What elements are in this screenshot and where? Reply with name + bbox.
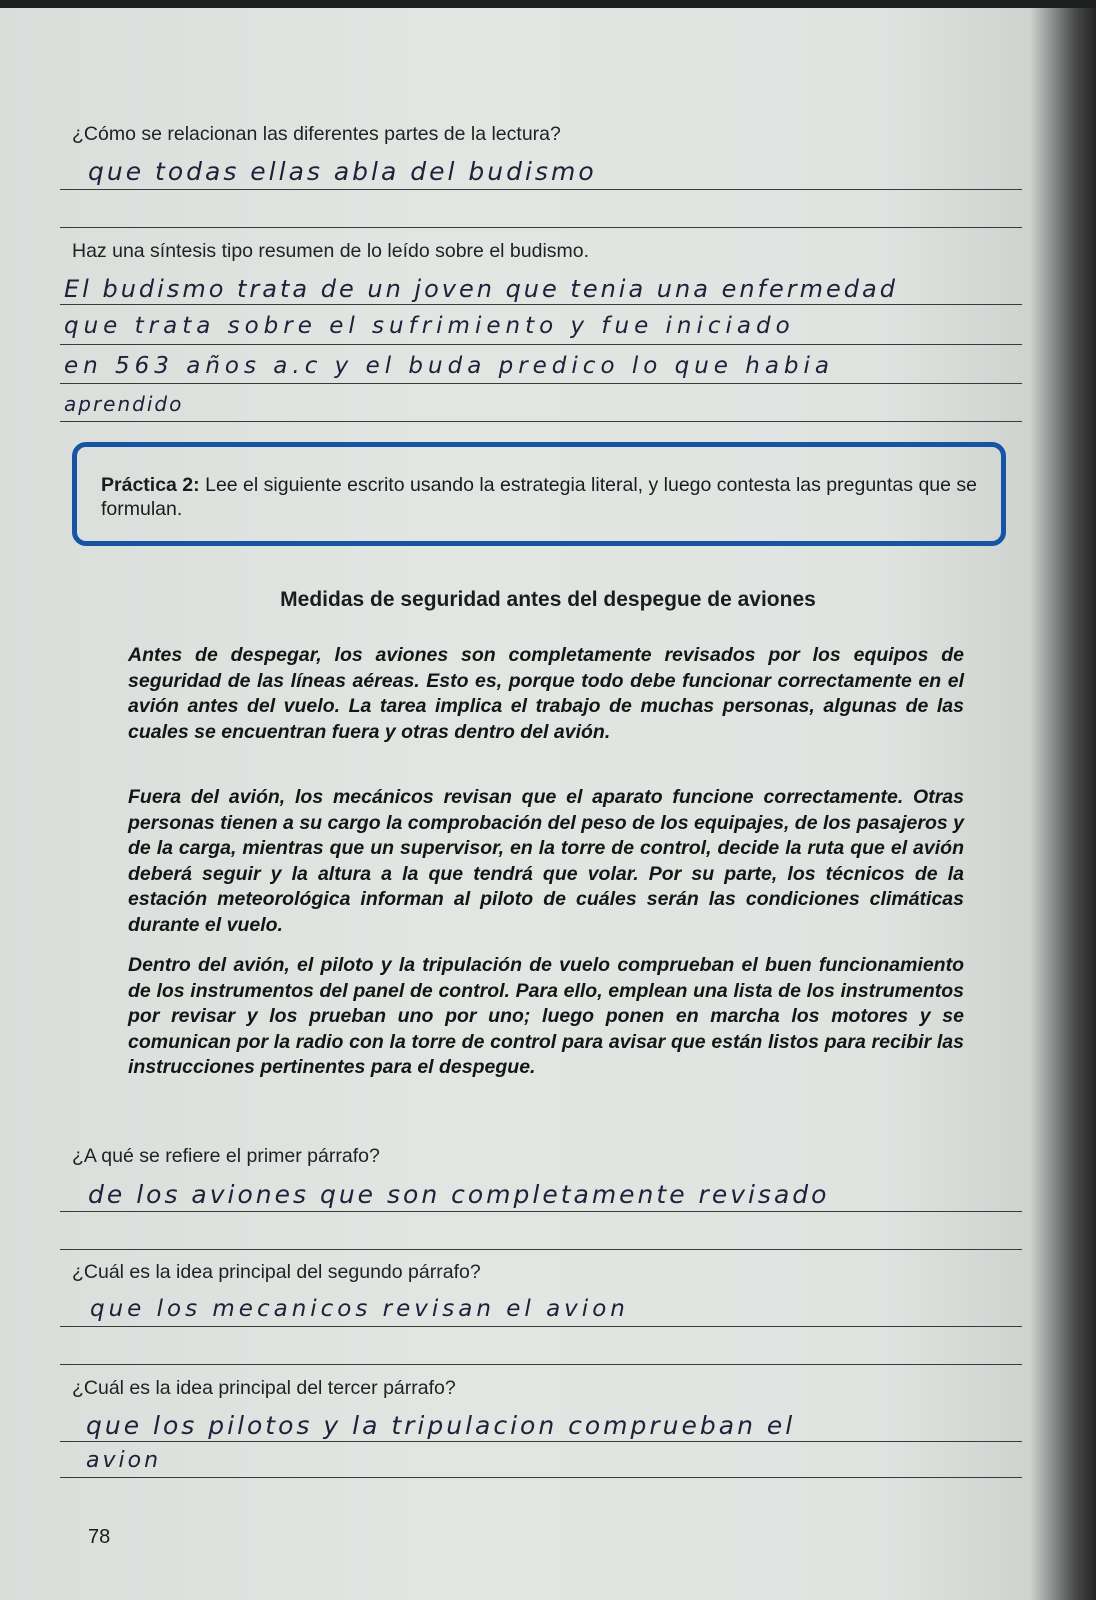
answer-rule xyxy=(60,1249,1022,1250)
answer-2-line-1: El budismo trata de un joven que tenia una enfermedad xyxy=(64,275,898,303)
answer-2-line-3: en 563 años a.c y el buda predico lo que habia xyxy=(64,353,834,379)
answer-rule xyxy=(60,227,1022,228)
question-4: ¿Cuál es la idea principal del segundo párrafo? xyxy=(72,1261,481,1283)
answer-rule xyxy=(60,1364,1022,1365)
answer-rule xyxy=(60,1477,1022,1478)
practice-label: Práctica 2: xyxy=(101,474,200,496)
question-5: ¿Cuál es la idea principal del tercer párrafo? xyxy=(72,1377,456,1399)
answer-rule xyxy=(60,1441,1022,1442)
answer-rule xyxy=(60,189,1022,190)
answer-rule xyxy=(60,383,1022,384)
practice-text: Lee el siguiente escrito usando la estrategia literal, y luego contesta las preguntas que se formulan. xyxy=(101,474,977,520)
answer-rule xyxy=(60,1211,1022,1212)
answer-3-line-1: de los aviones que son completamente revisado xyxy=(88,1180,830,1209)
answer-2-line-2: que trata sobre el sufrimiento y fue iniciado xyxy=(64,313,795,339)
practice-box xyxy=(72,442,1006,546)
reading-paragraph-2: Fuera del avión, los mecánicos revisan que el aparato funcione correctamente. Otras personas tienen a su cargo la comprobación del peso de los equipajes, de los pasajeros y de la carga, mientras que un supervisor, en la torre de control, decide la ruta que el avión deberá seguir y la altura a la que tendrá que volar. Por su parte, los técnicos de la estación meteorológica informan al piloto de cuáles serán las condiciones climáticas durante el vuelo. xyxy=(128,786,964,936)
practice-instructions xyxy=(101,473,977,521)
answer-rule xyxy=(60,421,1022,422)
reading-paragraph-3: Dentro del avión, el piloto y la tripulación de vuelo comprueban el buen funcionamiento de los instrumentos del panel de control. Para ello, emplean una lista de los instrumentos por revisar y los prueban uno por uno; luego ponen en marcha los motores y se comunican por la radio con la torre de control para avisar que están listos para recibir las instrucciones pertinentes para el despegue. xyxy=(128,954,964,1078)
answer-1-line-1: que todas ellas abla del budismo xyxy=(88,157,597,186)
answer-2-line-4: aprendido xyxy=(64,392,184,416)
page-top-edge xyxy=(0,0,1096,8)
reading-paragraph-1: Antes de despegar, los aviones son completamente revisados por los equipos de seguridad de las líneas aéreas. Esto es, porque todo debe funcionar correctamente en el avión antes del vuelo. La tarea implica el trabajo de muchas personas, algunas de las cuales se encuentran fuera y otras dentro del avión. xyxy=(128,644,964,743)
question-1: ¿Cómo se relacionan las diferentes partes de la lectura? xyxy=(72,123,561,145)
answer-rule xyxy=(60,304,1022,305)
answer-5-line-2: avion xyxy=(86,1448,162,1473)
answer-5-line-1: que los pilotos y la tripulacion comprueban el xyxy=(86,1411,796,1440)
answer-rule xyxy=(60,1326,1022,1327)
page-number: 78 xyxy=(88,1526,111,1548)
question-3: ¿A qué se refiere el primer párrafo? xyxy=(72,1145,380,1167)
reading-title: Medidas de seguridad antes del despegue de aviones xyxy=(280,588,816,611)
answer-4-line-1: que los mecanicos revisan el avion xyxy=(90,1296,629,1322)
question-2: Haz una síntesis tipo resumen de lo leído sobre el budismo. xyxy=(72,240,590,262)
answer-rule xyxy=(60,344,1022,345)
